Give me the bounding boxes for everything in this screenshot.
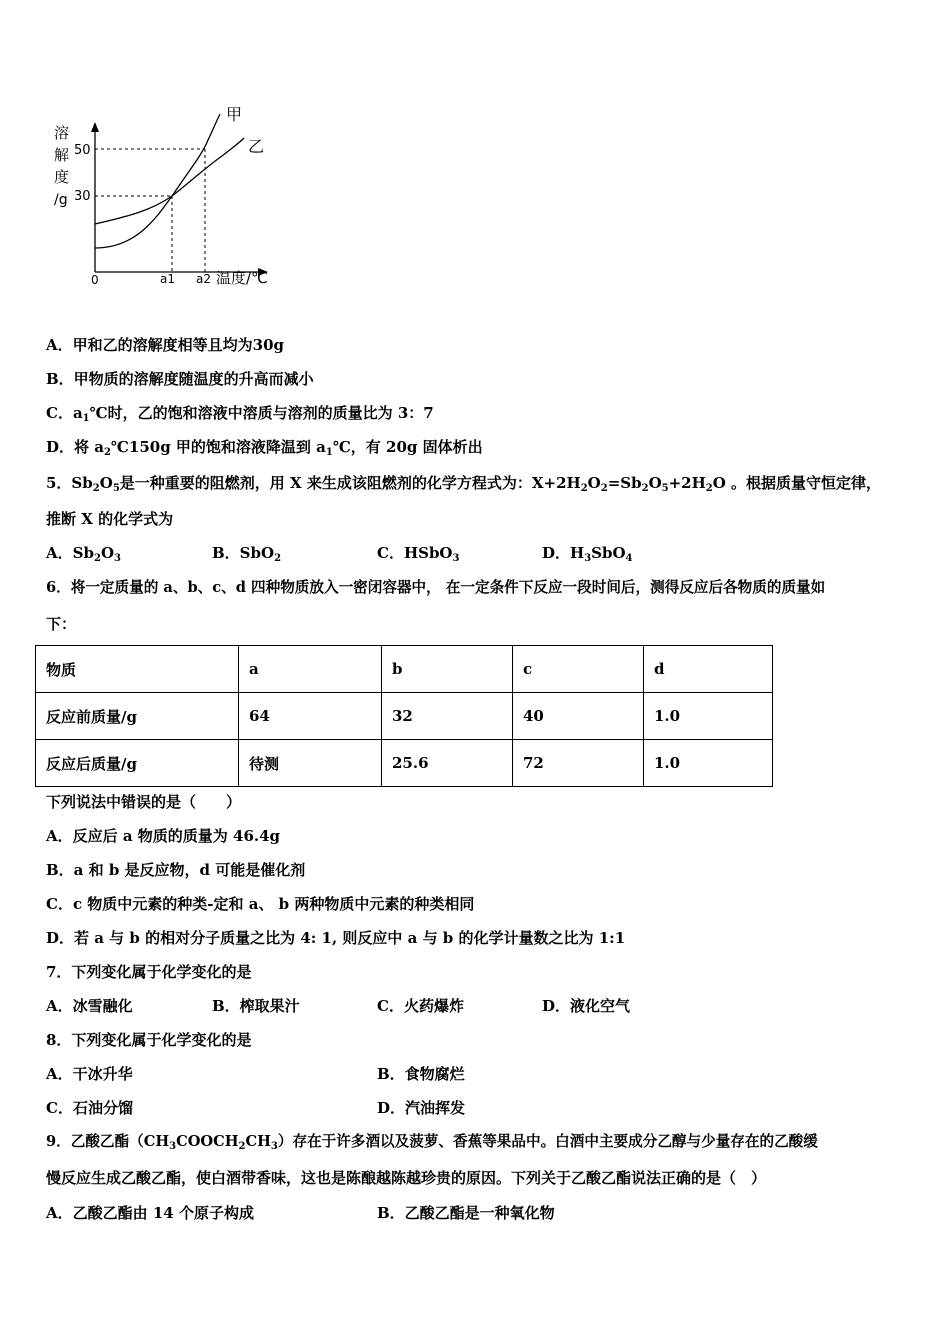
q5-option-a[interactable] [46, 543, 121, 569]
x-tick-a2: a2 [196, 272, 211, 286]
q9-c: CH [245, 1133, 271, 1150]
q4-c-pre: C．a [46, 404, 83, 422]
q5-a-t: A．Sb [46, 544, 94, 562]
table-row [36, 646, 773, 693]
q7-stem: 7．下列变化属于化学变化的是 [46, 963, 252, 981]
q5-s9: =Sb [607, 474, 642, 492]
q5-b-s1: 2 [274, 553, 282, 564]
q8-option-a[interactable]: A．干冰升华 [46, 1065, 133, 1083]
y-axis-arrow [91, 122, 99, 132]
y-tick-50: 50 [74, 143, 91, 158]
series-label-yi: 乙 [248, 137, 265, 156]
q5-s2: 2 [92, 483, 100, 494]
q5-s1: 5．Sb [46, 474, 93, 492]
q5-s4: 5 [112, 483, 120, 494]
mass-table [35, 645, 773, 787]
q4-d-pre: D．将 a [46, 438, 104, 456]
table-cell: 25.6 [382, 740, 513, 787]
q5-s3: O [99, 474, 113, 492]
q6-option-d[interactable]: D．若 a 与 b 的相对分子质量之比为 4: 1, 则反应中 a 与 b 的化学计量数之比为 1:1 [46, 929, 626, 947]
q4-d-post: ℃，有 20g 固体析出 [332, 438, 483, 456]
q5-option-b[interactable] [212, 543, 281, 569]
series-label-jia: 甲 [226, 105, 243, 124]
q9-b: COOCH [176, 1133, 239, 1150]
q5-s13: +2H [668, 474, 706, 492]
table-cell: 物质 [36, 646, 239, 693]
table-cell: 1.0 [644, 693, 773, 740]
q6-option-b[interactable]: B．a 和 b 是反应物，d 可能是催化剂 [46, 861, 306, 879]
q5-d-t: D．H [542, 544, 585, 562]
table-cell: 40 [513, 693, 644, 740]
table-cell: c [513, 646, 644, 693]
x-tick-a1: a1 [160, 272, 175, 286]
table-cell: 64 [239, 693, 382, 740]
q5-d-t2: SbO [591, 544, 626, 562]
x-tick-0: 0 [91, 273, 99, 287]
q5-s15: O 。根据质量守恒定律， [712, 474, 882, 492]
q4-option-b[interactable]: B．甲物质的溶解度随温度的升高而减小 [46, 370, 314, 388]
q5-option-c[interactable] [377, 543, 459, 569]
q5-option-d[interactable] [542, 543, 633, 569]
q4-d-sub2: 1 [325, 447, 333, 458]
q6-stem-line2: 下： [46, 615, 77, 633]
ylabel-char-1: 溶 [54, 124, 70, 142]
q9-s1: 3 [169, 1141, 177, 1152]
q9-s2: 2 [238, 1141, 246, 1152]
table-cell: b [382, 646, 513, 693]
x-axis-label: 温度/℃ [216, 269, 268, 287]
q6-option-c[interactable]: C．c 物质中元素的种类-定和 a、 b 两种物质中元素的种类相同 [46, 895, 475, 913]
q4-d-sub1: 2 [103, 447, 111, 458]
table-cell: 反应后质量/g [36, 740, 239, 787]
q5-s8: 2 [600, 483, 608, 494]
q4-option-c[interactable] [46, 403, 434, 429]
q4-option-d[interactable] [46, 437, 483, 463]
q7-option-d[interactable]: D．液化空气 [542, 997, 631, 1015]
q4-c-sub: 1 [82, 413, 90, 424]
table-row [36, 740, 773, 787]
q7-option-b[interactable]: B．榨取果汁 [212, 997, 300, 1015]
table-row [36, 693, 773, 740]
ylabel-char-2: 解 [54, 146, 70, 164]
q8-option-b[interactable]: B．食物腐烂 [377, 1065, 465, 1083]
q5-d-s1: 3 [584, 553, 592, 564]
q5-c-t: C．HSbO [377, 544, 453, 562]
table-cell: 32 [382, 693, 513, 740]
q5-s11: O [648, 474, 662, 492]
q9-stem-line2: 慢反应生成乙酸乙酯，使白酒带香味，这也是陈酿越陈越珍贵的原因。下列关于乙酸乙酯说法正确的是（ ） [46, 1169, 767, 1187]
q4-option-a[interactable]: A．甲和乙的溶解度相等且均为30g [46, 336, 285, 354]
table-cell: 72 [513, 740, 644, 787]
q9-s3: 3 [270, 1141, 278, 1152]
q4-c-post: ℃时，乙的饱和溶液中溶质与溶剂的质量比为 3：7 [89, 404, 434, 422]
q5-s12: 5 [661, 483, 669, 494]
q8-stem: 8．下列变化属于化学变化的是 [46, 1031, 252, 1049]
curve-yi [95, 138, 244, 224]
q5-b-t: B．SbO [212, 544, 275, 562]
q4-d-mid: ℃150g 甲的饱和溶液降温到 a [110, 438, 326, 456]
q6-stem-line1: 6．将一定质量的 a、b、c、d 四种物质放入一密闭容器中， 在一定条件下反应一段时间后，测得反应后各物质的质量如 [46, 579, 826, 596]
q8-option-d[interactable]: D．汽油挥发 [377, 1099, 466, 1117]
table-cell: a [239, 646, 382, 693]
table-cell: 反应前质量/g [36, 693, 239, 740]
q5-s5: 是一种重要的阻燃剂，用 X 来生成该阻燃剂的化学方程式为：X+2H [119, 474, 581, 492]
curve-jia [95, 114, 220, 248]
q9-d: ）存在于许多酒以及菠萝、香蕉等果品中。白酒中主要成分乙醇与少量存在的乙酸缓 [277, 1133, 818, 1150]
q5-stem-line1 [46, 473, 881, 499]
ylabel-char-4: /g [54, 192, 68, 208]
table-cell: 待测 [239, 740, 382, 787]
q9-option-b[interactable]: B．乙酸乙酯是一种氧化物 [377, 1204, 555, 1222]
q8-option-c[interactable]: C．石油分馏 [46, 1099, 133, 1117]
q5-d-s2: 4 [625, 553, 633, 564]
q6-question: 下列说法中错误的是（ ） [46, 793, 242, 811]
q5-a-s1: 2 [93, 553, 101, 564]
solubility-chart [40, 100, 290, 300]
q5-s10: 2 [641, 483, 649, 494]
q9-stem-line1 [46, 1132, 818, 1157]
q7-option-c[interactable]: C．火药爆炸 [377, 997, 464, 1015]
q5-a-s2: 3 [114, 553, 121, 564]
q5-stem-line2: 推断 X 的化学式为 [46, 510, 174, 528]
q6-option-a[interactable]: A．反应后 a 物质的质量为 46.4g [46, 827, 281, 845]
q5-s14: 2 [705, 483, 713, 494]
q9-option-a[interactable]: A．乙酸乙酯由 14 个原子构成 [46, 1204, 254, 1222]
ylabel-char-3: 度 [54, 168, 70, 186]
q5-s7: O [587, 474, 601, 492]
q5-a-t2: O [100, 544, 115, 562]
q7-option-a[interactable]: A．冰雪融化 [46, 997, 133, 1015]
table-cell: 1.0 [644, 740, 773, 787]
table-cell: d [644, 646, 773, 693]
q9-a: 9．乙酸乙酯（CH [46, 1133, 170, 1150]
y-tick-30: 30 [74, 189, 91, 204]
q5-c-s1: 3 [452, 553, 460, 564]
q5-s6: 2 [580, 483, 588, 494]
